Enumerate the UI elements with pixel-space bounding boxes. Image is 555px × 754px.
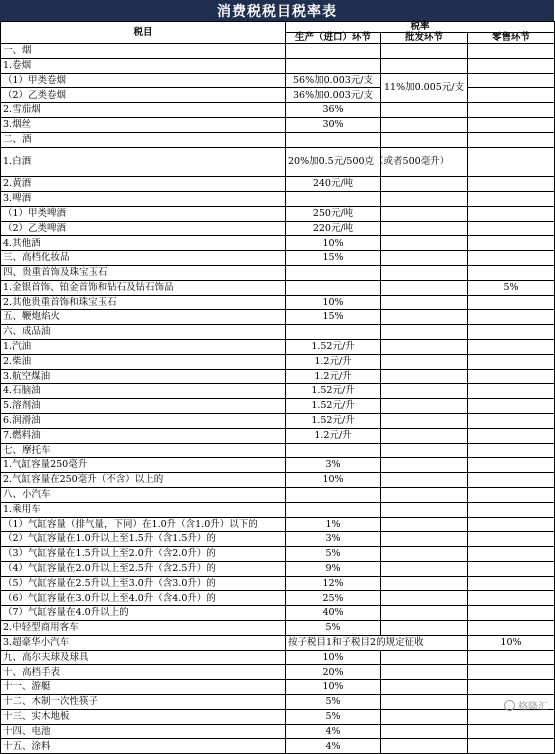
item-label: 2.气缸容量在250毫升（不含）以上的 <box>1 473 286 488</box>
table-row <box>1 132 555 147</box>
retail-rate <box>468 532 555 547</box>
item-label: 2.中轻型商用客车 <box>1 621 286 636</box>
retail-rate <box>468 44 555 59</box>
watermark-logo-icon <box>504 700 515 711</box>
production-rate: 20%加0.5元/500克（或者500毫升） <box>286 147 381 177</box>
table-row <box>1 487 555 502</box>
production-rate <box>286 44 381 59</box>
production-rate: 220元/吨 <box>286 221 381 236</box>
wholesale-rate <box>381 724 468 739</box>
category-label: 二、酒 <box>1 132 286 147</box>
wholesale-rate <box>381 473 468 488</box>
wholesale-rate <box>381 680 468 695</box>
category-label: 十四、电池 <box>1 724 286 739</box>
item-label: （3）气缸容量在1.5升以上至2.0升（含2.0升）的 <box>1 547 286 562</box>
wholesale-rate <box>381 606 468 621</box>
retail-rate <box>468 458 555 473</box>
retail-rate <box>468 177 555 192</box>
production-rate: 10% <box>286 236 381 251</box>
retail-rate <box>468 665 555 680</box>
production-rate: 36%加0.003元/支 <box>286 88 381 103</box>
production-rate: 1.2元/升 <box>286 369 381 384</box>
table-row <box>1 88 555 103</box>
table-row <box>1 221 555 236</box>
item-label: 1.乘用车 <box>1 502 286 517</box>
table-row <box>1 354 555 369</box>
wholesale-rate: 11%加0.005元/支 <box>381 73 468 103</box>
production-rate: 1.2元/升 <box>286 354 381 369</box>
item-label: 4.其他酒 <box>1 236 286 251</box>
wholesale-rate <box>381 384 468 399</box>
retail-rate <box>468 295 555 310</box>
item-label: （5）气缸容量在2.5升以上至3.0升（含3.0升）的 <box>1 576 286 591</box>
retail-rate <box>468 325 555 340</box>
retail-rate <box>468 650 555 665</box>
wholesale-rate <box>381 428 468 443</box>
table-row <box>1 117 555 132</box>
item-label: （2）乙类啤酒 <box>1 221 286 236</box>
retail-rate <box>468 576 555 591</box>
table-row <box>1 547 555 562</box>
item-label: （7）气缸容量在4.0升以上的 <box>1 606 286 621</box>
retail-rate <box>468 369 555 384</box>
production-rate: 40% <box>286 606 381 621</box>
table-row <box>1 44 555 59</box>
production-rate <box>286 132 381 147</box>
table-row <box>1 724 555 739</box>
table-row <box>1 561 555 576</box>
table-row <box>1 73 555 88</box>
table-row <box>1 339 555 354</box>
retail-rate <box>468 591 555 606</box>
production-rate <box>286 487 381 502</box>
retail-rate <box>468 561 555 576</box>
production-rate: 10% <box>286 650 381 665</box>
category-label: 六、成品油 <box>1 325 286 340</box>
wholesale-rate <box>381 369 468 384</box>
production-rate <box>286 280 381 295</box>
header-rate: 税率 <box>286 22 555 33</box>
production-rate <box>286 443 381 458</box>
retail-rate <box>468 147 555 177</box>
item-label: （2）乙类卷烟 <box>1 88 286 103</box>
production-rate: 10% <box>286 680 381 695</box>
retail-rate <box>468 236 555 251</box>
retail-rate <box>468 443 555 458</box>
wholesale-rate <box>381 132 468 147</box>
wholesale-rate <box>381 413 468 428</box>
item-label: 1.卷烟 <box>1 58 286 73</box>
production-rate: 4% <box>286 739 381 754</box>
tax-rate-table <box>0 21 555 754</box>
table-body <box>1 44 555 754</box>
retail-rate <box>468 399 555 414</box>
item-label: （2）气缸容量在1.0升以上至1.5升（含1.5升）的 <box>1 532 286 547</box>
table-row <box>1 280 555 295</box>
retail-rate <box>468 251 555 266</box>
table-row <box>1 58 555 73</box>
wholesale-rate <box>381 354 468 369</box>
wholesale-rate <box>381 236 468 251</box>
wholesale-rate <box>381 44 468 59</box>
retail-rate <box>468 103 555 118</box>
retail-rate <box>468 413 555 428</box>
production-rate: 12% <box>286 576 381 591</box>
retail-rate: 5% <box>468 280 555 295</box>
wholesale-rate <box>381 325 468 340</box>
item-label: 7.燃料油 <box>1 428 286 443</box>
item-label: 3.啤酒 <box>1 191 286 206</box>
production-rate <box>286 502 381 517</box>
item-label: （1）甲类啤酒 <box>1 206 286 221</box>
wholesale-rate <box>381 117 468 132</box>
production-rate: 9% <box>286 561 381 576</box>
item-label: 3.超豪华小汽车 <box>1 635 286 650</box>
item-label: 2.雪茄烟 <box>1 103 286 118</box>
wholesale-rate <box>381 532 468 547</box>
production-rate: 5% <box>286 695 381 710</box>
retail-rate <box>468 132 555 147</box>
table-row <box>1 517 555 532</box>
production-rate: 240元/吨 <box>286 177 381 192</box>
wholesale-rate <box>381 103 468 118</box>
item-label: （1）甲类卷烟 <box>1 73 286 88</box>
production-rate <box>286 265 381 280</box>
category-label: 四、贵重首饰及珠宝玉石 <box>1 265 286 280</box>
production-rate: 4% <box>286 724 381 739</box>
retail-rate <box>468 206 555 221</box>
wholesale-rate <box>381 265 468 280</box>
table-row <box>1 103 555 118</box>
production-rate: 5% <box>286 709 381 724</box>
wholesale-rate <box>381 58 468 73</box>
production-rate: 3% <box>286 532 381 547</box>
category-label: 九、高尔夫球及球具 <box>1 650 286 665</box>
table-row <box>1 428 555 443</box>
table-row <box>1 399 555 414</box>
retail-rate: 10% <box>468 635 555 650</box>
retail-rate <box>468 221 555 236</box>
category-label: 十三、实木地板 <box>1 709 286 724</box>
wholesale-rate <box>381 665 468 680</box>
table-row <box>1 709 555 724</box>
item-label: 1.汽油 <box>1 339 286 354</box>
wholesale-rate <box>381 650 468 665</box>
table-row <box>1 325 555 340</box>
retail-rate <box>468 310 555 325</box>
table-row <box>1 635 555 650</box>
retail-rate <box>468 739 555 754</box>
wholesale-rate <box>381 310 468 325</box>
table-row <box>1 295 555 310</box>
header-item: 税目 <box>1 22 286 44</box>
retail-rate <box>468 606 555 621</box>
item-label: 1.金银首饰、铂金首饰和钻石及钻石饰品 <box>1 280 286 295</box>
retail-rate <box>468 88 555 103</box>
table-row <box>1 739 555 754</box>
retail-rate <box>468 473 555 488</box>
wholesale-rate <box>381 191 468 206</box>
table-row <box>1 458 555 473</box>
retail-rate <box>468 428 555 443</box>
item-label: （1）气缸容量（排气量，下同）在1.0升（含1.0升）以下的 <box>1 517 286 532</box>
category-label: 三、高档化妆品 <box>1 251 286 266</box>
retail-rate <box>468 384 555 399</box>
production-rate: 1% <box>286 517 381 532</box>
item-label: 1.白酒 <box>1 147 286 177</box>
production-rate <box>286 325 381 340</box>
table-row <box>1 147 555 177</box>
retail-rate <box>468 58 555 73</box>
table-row <box>1 650 555 665</box>
wholesale-rate <box>381 251 468 266</box>
category-label: 十一、游艇 <box>1 680 286 695</box>
category-label: 十、高档手表 <box>1 665 286 680</box>
retail-rate <box>468 265 555 280</box>
production-rate: 250元/吨 <box>286 206 381 221</box>
production-rate: 10% <box>286 473 381 488</box>
wholesale-rate <box>381 443 468 458</box>
retail-rate <box>468 680 555 695</box>
production-rate: 25% <box>286 591 381 606</box>
table-row <box>1 413 555 428</box>
production-rate: 按子税目1和子税目2的规定征收 <box>286 635 468 650</box>
production-rate <box>286 191 381 206</box>
retail-rate <box>468 117 555 132</box>
production-rate: 10% <box>286 295 381 310</box>
table-row <box>1 369 555 384</box>
item-label: 2.黄酒 <box>1 177 286 192</box>
category-label: 十五、涂料 <box>1 739 286 754</box>
wholesale-rate <box>381 709 468 724</box>
wholesale-rate <box>381 517 468 532</box>
wholesale-rate <box>381 399 468 414</box>
header-wholesale: 批发环节 <box>381 33 468 44</box>
item-label: 1.气缸容量250毫升 <box>1 458 286 473</box>
item-label: 2.柴油 <box>1 354 286 369</box>
retail-rate <box>468 354 555 369</box>
table-row <box>1 310 555 325</box>
wholesale-rate <box>381 502 468 517</box>
table-row <box>1 606 555 621</box>
table-row <box>1 443 555 458</box>
table-row <box>1 473 555 488</box>
table-row <box>1 576 555 591</box>
item-label: 6.润滑油 <box>1 413 286 428</box>
category-label: 八、小汽车 <box>1 487 286 502</box>
item-label: 3.烟丝 <box>1 117 286 132</box>
table-row <box>1 265 555 280</box>
table-row <box>1 236 555 251</box>
table-title: 消费税税目税率表 <box>0 0 554 21</box>
table-row <box>1 621 555 636</box>
wholesale-rate <box>381 561 468 576</box>
production-rate: 3% <box>286 458 381 473</box>
wholesale-rate <box>381 621 468 636</box>
production-rate: 1.52元/升 <box>286 413 381 428</box>
table-row <box>1 695 555 710</box>
table-row <box>1 206 555 221</box>
table-row <box>1 251 555 266</box>
wholesale-rate <box>381 339 468 354</box>
production-rate: 36% <box>286 103 381 118</box>
production-rate: 15% <box>286 251 381 266</box>
wholesale-rate <box>381 177 468 192</box>
production-rate: 15% <box>286 310 381 325</box>
watermark-text: 格隆汇 <box>518 702 548 713</box>
wholesale-rate <box>381 221 468 236</box>
retail-rate <box>468 73 555 88</box>
item-label: 5.溶剂油 <box>1 399 286 414</box>
table-row <box>1 384 555 399</box>
category-label: 一、烟 <box>1 44 286 59</box>
table-row <box>1 591 555 606</box>
watermark <box>504 698 548 713</box>
table-row <box>1 191 555 206</box>
production-rate: 1.52元/升 <box>286 339 381 354</box>
production-rate <box>286 58 381 73</box>
production-rate: 56%加0.003元/支 <box>286 73 381 88</box>
retail-rate <box>468 547 555 562</box>
retail-rate <box>468 487 555 502</box>
table-row <box>1 177 555 192</box>
production-rate: 5% <box>286 621 381 636</box>
production-rate: 30% <box>286 117 381 132</box>
table-row <box>1 680 555 695</box>
table-row <box>1 665 555 680</box>
production-rate: 1.52元/升 <box>286 384 381 399</box>
wholesale-rate <box>381 576 468 591</box>
production-rate: 1.52元/升 <box>286 399 381 414</box>
header-production: 生产（进口）环节 <box>286 33 381 44</box>
wholesale-rate <box>381 487 468 502</box>
retail-rate <box>468 191 555 206</box>
production-rate: 5% <box>286 547 381 562</box>
wholesale-rate <box>381 295 468 310</box>
retail-rate <box>468 517 555 532</box>
table-row <box>1 502 555 517</box>
wholesale-rate <box>381 458 468 473</box>
wholesale-rate <box>381 206 468 221</box>
item-label: 2.其他贵重首饰和珠宝玉石 <box>1 295 286 310</box>
item-label: 3.航空煤油 <box>1 369 286 384</box>
retail-rate <box>468 724 555 739</box>
item-label: （4）气缸容量在2.0升以上至2.5升（含2.5升）的 <box>1 561 286 576</box>
category-label: 十二、木制一次性筷子 <box>1 695 286 710</box>
production-rate: 1.2元/升 <box>286 428 381 443</box>
retail-rate <box>468 621 555 636</box>
table-row <box>1 532 555 547</box>
item-label: （6）气缸容量在3.0升以上至4.0升（含4.0升）的 <box>1 591 286 606</box>
retail-rate <box>468 502 555 517</box>
production-rate: 20% <box>286 665 381 680</box>
category-label: 五、鞭炮焰火 <box>1 310 286 325</box>
wholesale-rate <box>381 547 468 562</box>
wholesale-rate <box>381 280 468 295</box>
wholesale-rate <box>381 591 468 606</box>
header-retail: 零售环节 <box>468 33 555 44</box>
retail-rate <box>468 339 555 354</box>
category-label: 七、摩托车 <box>1 443 286 458</box>
wholesale-rate <box>381 739 468 754</box>
item-label: 4.石脑油 <box>1 384 286 399</box>
wholesale-rate <box>381 695 468 710</box>
